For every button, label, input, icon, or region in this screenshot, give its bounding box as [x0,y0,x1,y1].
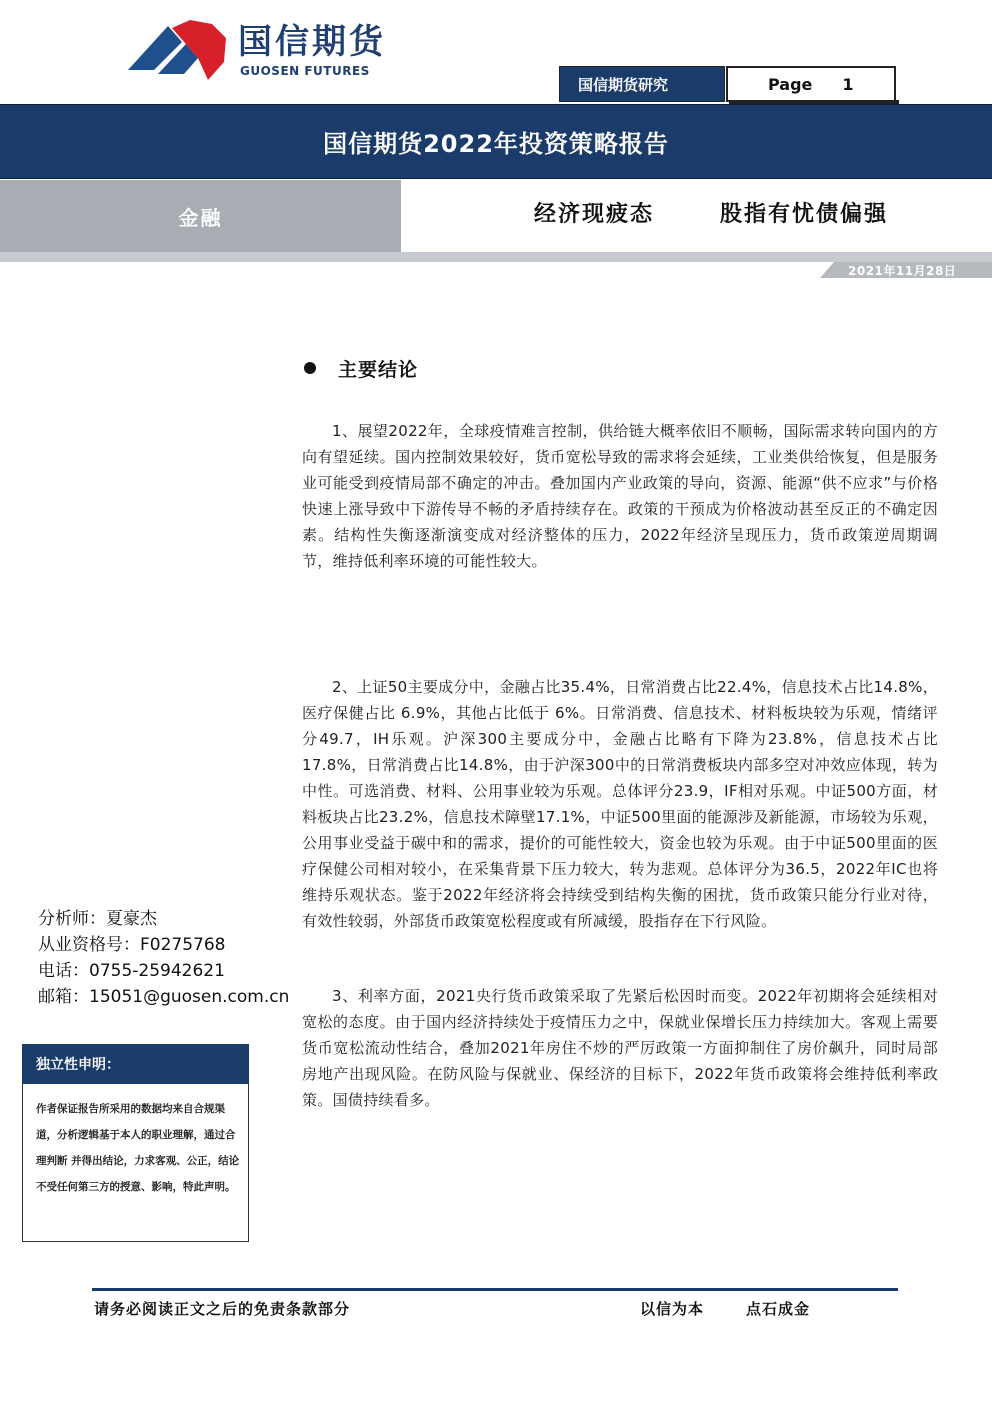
sector-label: 金融 [0,180,401,252]
paragraph-1: 1、展望2022年，全球疫情难言控制，供给链大概率依旧不顺畅，国际需求转向国内的方向有望延续。国内控制效果较好，货币宽松导致的需求将会延续，工业类供给恢复，但是服务业可能受到疫情局部不确定的冲击。叠加国内产业政策的导向，资源、能源“供不应求”与价格快速上涨导致中下游传导不畅的矛盾持续存在。政策的干预成为价格波动甚至反正的不确定因素。结构性失衡逐渐演变成对经济整体的压力，2022年经济呈现压力，货币政策逆周期调节，维持低利率环境的可能性较大。 [302,422,938,570]
analyst-license: 从业资格号：F0275768 [38,935,226,955]
header-divider [0,252,992,262]
analyst-name: 分析师：夏豪杰 [38,909,157,929]
research-label: 国信期货研究 [559,66,725,102]
analyst-phone: 电话：0755-25942621 [38,961,225,981]
logo-chinese-name: 国信期货 [238,22,386,62]
page-indicator [726,66,896,102]
subtitle-area [401,180,992,252]
subtitle-part2: 股指有忧债偏强 [720,202,889,227]
paragraph-2: 2、上证50主要成分中，金融占比35.4%，日常消费占比22.4%，信息技术占比14.8%，医疗保健占比 6.9%，其他占比低于 6%。日常消费、信息技术、材料板块较为乐观，情绪评分49.7，IH乐观。沪深300主要成分中，金融占比略有下降为23.8%，信息技术占比17.8%，日常消费占比14.8%，由于沪深300中的日常消费板块内部多空对冲效应体现，转为中性。可选消费、材料、公用事业较为乐观。总体评分23.9，IF相对乐观。中证500方面，材料板块占比23.2%，信息技术障壁17.1%，中证500里面的能源涉及新能源，市场较为乐观，公用事业受益于碳中和的需求，提价的可能性较大，资金也较为乐观。由于中证500里面的医疗保健公司相对较小，在采集背景下压力较大，转为悲观。总体评分为36.5，2022年IC也将维持乐观状态。鉴于2022年经济将会持续受到结构失衡的困扰，货币政策只能分行业对待，有效性较弱，外部货币政策宽松程度或有所减缓，股指存在下行风险。 [302,678,938,930]
section-title: 主要结论 [338,359,419,381]
footer-notice: 请务必阅读正文之后的免责条款部分 [94,1300,351,1318]
footer-divider [92,1288,898,1291]
guosen-logo-icon [128,18,228,84]
subtitle-part1: 经济现疲态 [534,202,655,227]
logo-english-name: GUOSEN FUTURES [240,64,370,78]
report-title: 国信期货2022年投资策略报告 [0,104,992,179]
page-number: 1 [842,74,854,94]
bullet-icon [304,362,316,374]
analyst-email[interactable]: 邮箱：15051@guosen.com.cn [38,987,290,1007]
page-label: Page [768,74,813,94]
footer-slogan-1: 以信为本 [640,1300,705,1318]
disclaimer-text: 作者保证报告所采用的数据均来自合规渠道，分析逻辑基于本人的职业理解，通过合理判断 并得出结论，力求客观、公正，结论不受任何第三方的授意、影响，特此声明。 [36,1103,240,1193]
footer-slogan-2: 点石成金 [746,1300,811,1318]
paragraph-3: 3、利率方面，2021央行货币政策采取了先紧后松因时而变。2022年初期将会延续相对宽松的态度。由于国内经济持续处于疫情压力之中，保就业保增长压力持续加大。客观上需要货币宽松流动性结合，叠加2021年房住不炒的严厉政策一方面抑制住了房价飙升，同时局部房地产出现风险。在防风险与保就业、保经济的目标下，2022年货币政策将会维持低利率政策。国债持续看多。 [302,987,938,1109]
disclaimer-title: 独立性申明： [22,1044,249,1084]
report-date: 2021年11月28日 [848,264,957,278]
